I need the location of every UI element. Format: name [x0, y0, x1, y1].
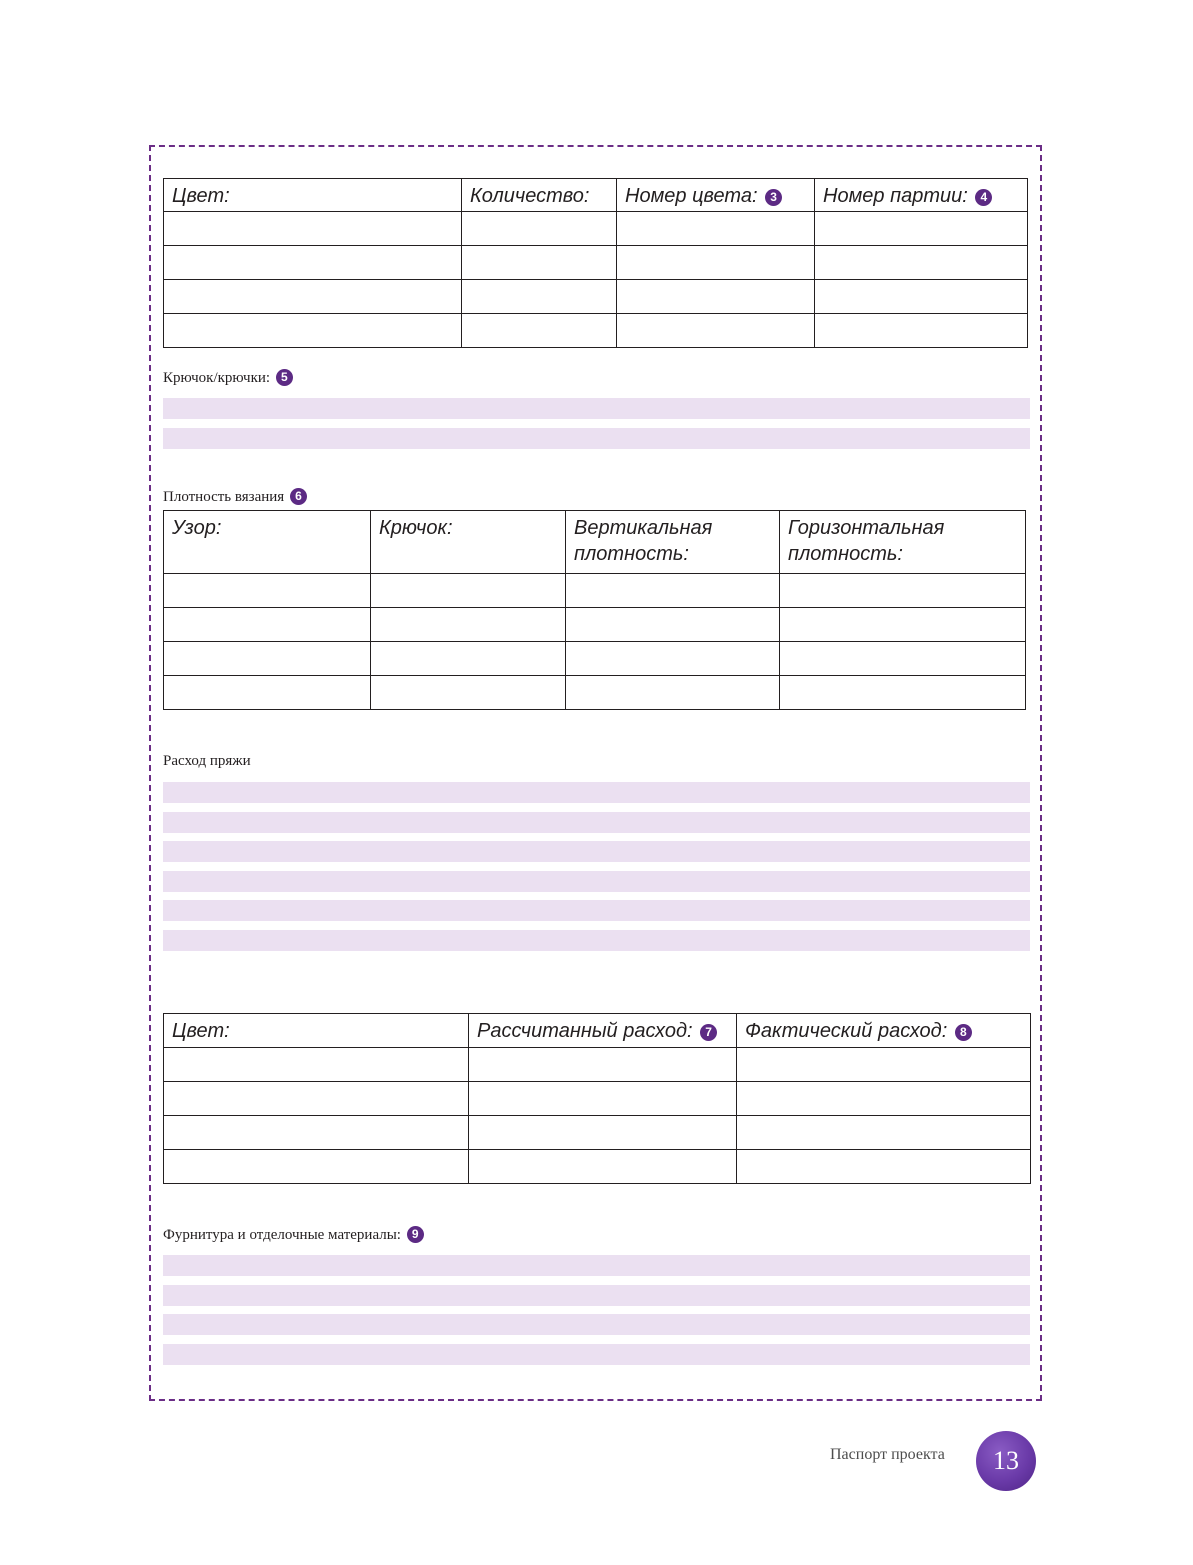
table-row — [164, 1082, 1031, 1116]
table-cell[interactable] — [617, 314, 815, 348]
table-cell[interactable] — [815, 314, 1028, 348]
notions-label: Фурнитура и отделочные материалы: 9 — [163, 1226, 424, 1244]
hooks-line[interactable] — [163, 398, 1030, 419]
gauge-table — [163, 510, 1026, 710]
table-cell[interactable] — [164, 314, 462, 348]
table-cell[interactable] — [566, 676, 780, 710]
table-cell[interactable] — [164, 608, 371, 642]
footer-section-title: Паспорт проекта — [830, 1446, 945, 1463]
notions-line[interactable] — [163, 1314, 1030, 1335]
table-cell[interactable] — [617, 280, 815, 314]
table-cell[interactable] — [469, 1082, 737, 1116]
table-row — [164, 574, 1026, 608]
table-cell[interactable] — [164, 280, 462, 314]
notions-line[interactable] — [163, 1255, 1030, 1276]
table-cell[interactable] — [566, 642, 780, 676]
table-cell[interactable] — [462, 212, 617, 246]
table-row — [164, 608, 1026, 642]
marker-icon: 7 — [700, 1024, 717, 1041]
marker-icon: 6 — [290, 488, 307, 505]
table-cell[interactable] — [566, 574, 780, 608]
yarn-usage-label: Расход пряжи — [163, 753, 251, 769]
table-cell[interactable] — [617, 212, 815, 246]
marker-icon: 8 — [955, 1024, 972, 1041]
gauge-table-header-pattern: Узор: — [164, 511, 371, 574]
table-cell[interactable] — [371, 574, 566, 608]
table-row — [164, 1116, 1031, 1150]
gauge-table-header-vertical: Вертикальная плотность: — [566, 511, 780, 574]
table-row — [164, 212, 1028, 246]
gauge-table-header-horizontal: Горизонтальная плотность: — [780, 511, 1026, 574]
hooks-label: Крючок/крючки: 5 — [163, 369, 293, 387]
yarn-usage-line[interactable] — [163, 812, 1030, 833]
table-cell[interactable] — [462, 314, 617, 348]
yarn-table-header-color: Цвет: — [164, 179, 462, 212]
table-cell[interactable] — [815, 246, 1028, 280]
gauge-table-header-hook: Крючок: — [371, 511, 566, 574]
table-row — [164, 246, 1028, 280]
consumption-table-header-actual: Фактический расход: 8 — [737, 1014, 1031, 1048]
table-cell[interactable] — [780, 642, 1026, 676]
table-row — [164, 314, 1028, 348]
table-cell[interactable] — [737, 1116, 1031, 1150]
table-cell[interactable] — [164, 642, 371, 676]
table-cell[interactable] — [780, 676, 1026, 710]
notions-line[interactable] — [163, 1285, 1030, 1306]
table-cell[interactable] — [469, 1150, 737, 1184]
table-cell[interactable] — [164, 1048, 469, 1082]
table-row — [164, 280, 1028, 314]
table-cell[interactable] — [164, 246, 462, 280]
table-cell[interactable] — [737, 1150, 1031, 1184]
yarn-usage-line[interactable] — [163, 930, 1030, 951]
table-cell[interactable] — [566, 608, 780, 642]
table-row — [164, 1048, 1031, 1082]
consumption-table-header-color: Цвет: — [164, 1014, 469, 1048]
table-cell[interactable] — [737, 1082, 1031, 1116]
table-cell[interactable] — [164, 212, 462, 246]
table-cell[interactable] — [469, 1048, 737, 1082]
marker-icon: 5 — [276, 369, 293, 386]
table-cell[interactable] — [462, 246, 617, 280]
marker-icon: 3 — [765, 189, 782, 206]
table-cell[interactable] — [164, 1150, 469, 1184]
notions-line[interactable] — [163, 1344, 1030, 1365]
table-cell[interactable] — [371, 608, 566, 642]
table-cell[interactable] — [815, 212, 1028, 246]
yarn-usage-line[interactable] — [163, 900, 1030, 921]
table-cell[interactable] — [815, 280, 1028, 314]
yarn-usage-line[interactable] — [163, 782, 1030, 803]
table-cell[interactable] — [462, 280, 617, 314]
table-cell[interactable] — [371, 642, 566, 676]
table-row — [164, 676, 1026, 710]
page-number-badge: 13 — [976, 1431, 1036, 1491]
table-cell[interactable] — [469, 1116, 737, 1150]
table-row — [164, 1150, 1031, 1184]
yarn-table-header-color-number: Номер цвета: 3 — [617, 179, 815, 212]
table-cell[interactable] — [164, 1082, 469, 1116]
table-cell[interactable] — [164, 1116, 469, 1150]
table-cell[interactable] — [164, 574, 371, 608]
consumption-table — [163, 1013, 1031, 1184]
table-cell[interactable] — [780, 574, 1026, 608]
yarn-table-header-quantity: Количество: — [462, 179, 617, 212]
table-cell[interactable] — [737, 1048, 1031, 1082]
table-cell[interactable] — [617, 246, 815, 280]
yarn-table — [163, 178, 1028, 348]
yarn-usage-line[interactable] — [163, 871, 1030, 892]
table-cell[interactable] — [371, 676, 566, 710]
gauge-label: Плотность вязания 6 — [163, 488, 307, 506]
hooks-line[interactable] — [163, 428, 1030, 449]
marker-icon: 9 — [407, 1226, 424, 1243]
table-cell[interactable] — [780, 608, 1026, 642]
table-row — [164, 642, 1026, 676]
table-cell[interactable] — [164, 676, 371, 710]
marker-icon: 4 — [975, 189, 992, 206]
consumption-table-header-estimated: Рассчитанный расход: 7 — [469, 1014, 737, 1048]
yarn-table-header-lot-number: Номер партии: 4 — [815, 179, 1028, 212]
yarn-usage-line[interactable] — [163, 841, 1030, 862]
